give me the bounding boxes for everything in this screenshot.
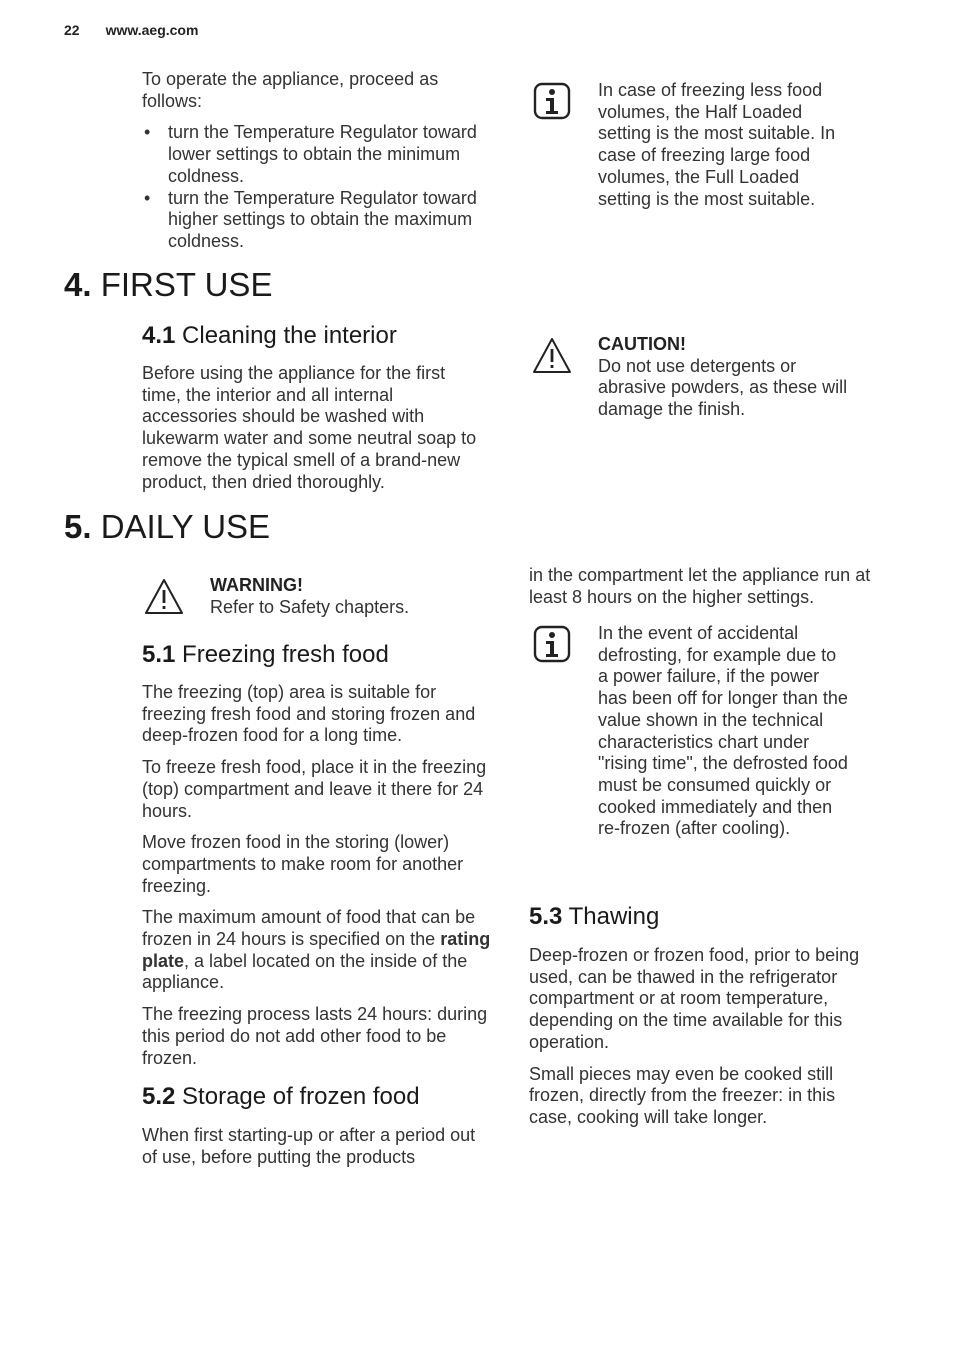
list-item: • turn the Temperature Regulator toward higher settings to obtain the maximum coldness. — [144, 187, 477, 251]
section-5-1-para-5: The freezing process lasts 24 hours: during this period do not add other food to be frozen. — [142, 1004, 488, 1068]
section-5-1-para-3: Move frozen food in the storing (lower) compartments to make room for another freezing. — [142, 832, 464, 896]
chapter-4-heading: 4. FIRST USE — [64, 266, 273, 303]
section-5-2-text-right: in the compartment let the appliance run at least 8 hours on the higher settings. — [529, 565, 871, 607]
warning-triangle-icon — [144, 577, 184, 617]
intro-block — [142, 69, 487, 253]
caution-note — [598, 334, 848, 421]
section-5-3-para-2: Small pieces may even be cooked still frozen, directly from the freezer: in this case, cooking will take longer. — [529, 1063, 836, 1127]
intro-bullet-list — [142, 122, 487, 252]
caution-text: Do not use detergents or abrasive powders, as these will damage the finish. — [598, 355, 848, 420]
section-5-1-body — [142, 682, 494, 1069]
rating-plate-term: rating plate — [142, 929, 491, 971]
section-5-3-body — [529, 945, 869, 1129]
page-header — [64, 22, 224, 38]
website-url: www.aeg.com — [105, 22, 199, 38]
section-5-1-heading: 5.1 Freezing fresh food — [142, 641, 389, 668]
warning-title: WARNING! — [210, 575, 303, 595]
section-5-1-para-4: The maximum amount of food that can be frozen in 24 hours is specified on the rating plate, a label located on the inside of the appliance. — [142, 907, 491, 993]
warning-text: Refer to Safety chapters. — [210, 596, 410, 617]
section-5-1-para-1: The freezing (top) area is suitable for freezing fresh food and storing frozen and deep-frozen food for a long time. — [142, 682, 476, 746]
list-item: • turn the Temperature Regulator toward lower settings to obtain the minimum coldness. — [144, 122, 477, 186]
info-note-1-text: In case of freezing less food volumes, the Half Loaded setting is the most suitable. In case of freezing large food volumes, the Full Loaded setting is the most suitable. — [598, 80, 836, 209]
page-number: 22 — [64, 22, 80, 38]
intro-text: To operate the appliance, proceed as follows: — [142, 69, 439, 111]
warning-triangle-icon — [532, 336, 572, 376]
section-5-1-para-2: To freeze fresh food, place it in the freezing (top) compartment and leave it there for 24 hours. — [142, 757, 487, 821]
section-4-1-text: Before using the appliance for the first time, the interior and all internal accessories should be washed with lukewarm water and some neutral soap to remove the typical smell of a brand-new product, then dried thoroughly. — [142, 363, 477, 492]
chapter-5-heading: 5. DAILY USE — [64, 508, 271, 545]
section-4-1-heading: 4.1 Cleaning the interior — [142, 322, 397, 349]
section-5-2-heading: 5.2 Storage of frozen food — [142, 1083, 420, 1110]
info-note-2-text: In the event of accidental defrosting, for example due to a power failure, if the power has been off for longer than the value shown in the technical characteristics chart under "rising time", the defrosted food must be consumed quickly or cooked immediately and then re-frozen (after cooling). — [598, 623, 848, 839]
section-5-3-heading: 5.3 Thawing — [529, 903, 660, 930]
warning-note — [210, 575, 480, 618]
section-5-2-text-left: When first starting-up or after a period out of use, before putting the products — [142, 1125, 476, 1167]
section-5-3-para-1: Deep-frozen or frozen food, prior to being used, can be thawed in the refrigerator compartment or at room temperature, depending on the time available for this operation. — [529, 945, 860, 1052]
info-icon — [532, 624, 572, 664]
caution-title: CAUTION! — [598, 334, 686, 354]
info-icon — [532, 81, 572, 121]
